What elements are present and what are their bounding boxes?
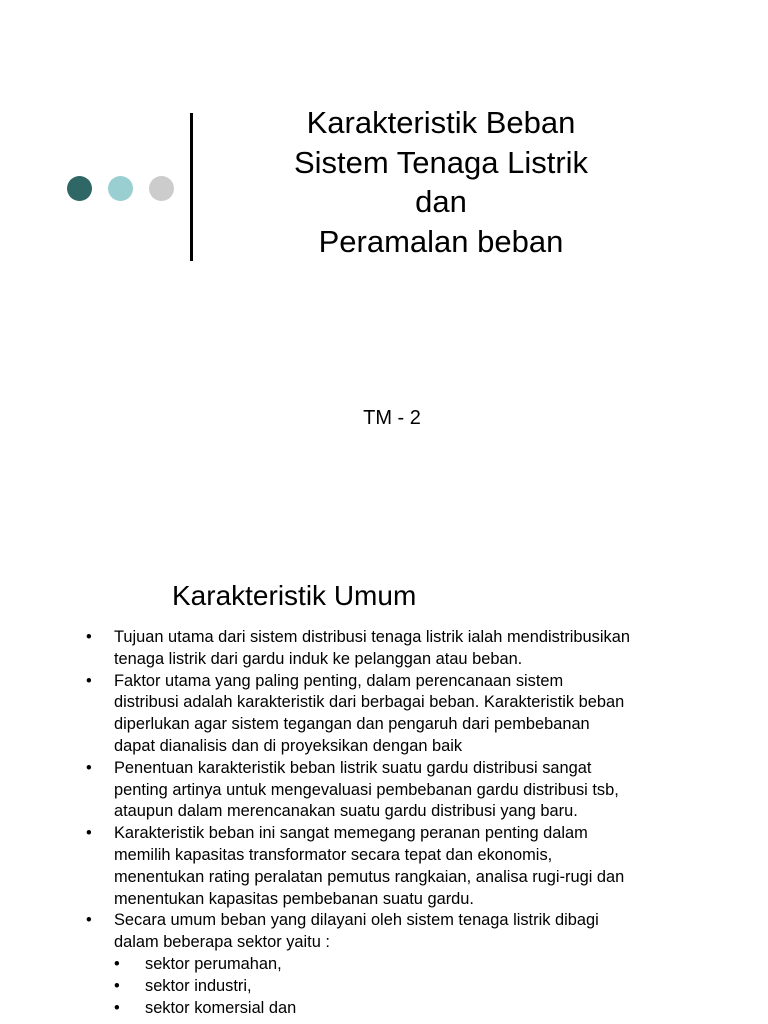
section-heading: Karakteristik Umum	[172, 580, 417, 611]
bullet-item	[0, 823, 704, 910]
bullet-item	[0, 758, 704, 823]
bullet-marker: •	[86, 824, 92, 843]
bullet-marker: •	[86, 671, 92, 690]
bullet-marker: •	[114, 954, 120, 973]
bullet-item	[0, 910, 704, 954]
slide-title-line: Peramalan beban	[318, 223, 564, 259]
decorative-dot-dark	[67, 176, 92, 201]
bullet-line: Karakteristik beban ini sangat memegang peranan penting dalam	[114, 824, 588, 843]
bullet-line: diperlukan agar sistem tegangan dan pengaruh dari pembebanan	[114, 715, 590, 734]
bullet-line: penting artinya untuk mengevaluasi pembebanan gardu distribusi tsb,	[114, 780, 619, 799]
sub-bullet-text: sektor industri,	[145, 976, 252, 995]
bullet-item	[0, 627, 704, 671]
bullet-line: memilih kapasitas transformator secara tepat dan ekonomis,	[114, 845, 553, 864]
bullet-line: Secara umum beban yang dilayani oleh sistem tenaga listrik dibagi	[114, 911, 599, 930]
bullet-line: menentukan kapasitas pembebanan suatu gardu.	[114, 889, 474, 908]
sub-bullet-text: sektor perumahan,	[145, 954, 282, 973]
sub-bullet-text: sektor komersial dan	[145, 998, 297, 1017]
bullet-line: Penentuan karakteristik beban listrik suatu gardu distribusi sangat	[114, 758, 592, 777]
bullet-line: dalam beberapa sektor yaitu :	[114, 933, 330, 952]
bullet-line: menentukan rating peralatan pemutus rangkaian, analisa rugi-rugi dan	[114, 867, 625, 886]
sub-bullet-item	[0, 954, 768, 976]
decorative-dot-light	[108, 176, 133, 201]
bullet-marker: •	[86, 911, 92, 930]
decorative-dot-gray	[149, 176, 174, 201]
sub-bullet-item	[0, 998, 768, 1020]
sub-bullet-container	[0, 954, 768, 1019]
bullet-line: dapat dianalisis dan di proyeksikan dengan baik	[114, 736, 463, 755]
bullet-item	[0, 671, 704, 758]
bullet-marker: •	[86, 758, 92, 777]
slide-title-line: Karakteristik Beban	[306, 105, 576, 140]
bullet-line: tenaga listrik dari gardu induk ke pelanggan atau beban.	[114, 649, 523, 668]
bullet-marker: •	[114, 998, 120, 1017]
bullet-line: Tujuan utama dari sistem distribusi tenaga listrik ialah mendistribusikan	[114, 628, 630, 646]
slide-title-line: Sistem Tenaga Listrik	[293, 144, 589, 180]
bullet-marker: •	[114, 976, 120, 995]
bullet-marker: •	[86, 628, 92, 646]
bullet-line: distribusi adalah karakteristik dari berbagai beban. Karakteristik beban	[114, 693, 625, 712]
vertical-divider	[190, 113, 193, 261]
slide-title	[241, 103, 641, 261]
slide-title-line: dan	[415, 184, 467, 219]
bullet-line: ataupun dalam merencanakan suatu gardu distribusi yang baru.	[114, 802, 578, 821]
slide-subtitle: TM - 2	[363, 407, 421, 429]
bullet-line: Faktor utama yang paling penting, dalam perencanaan sistem	[114, 671, 564, 690]
sub-bullet-list	[0, 954, 768, 1019]
bullet-list	[0, 627, 768, 1019]
sub-bullet-item	[0, 976, 768, 998]
